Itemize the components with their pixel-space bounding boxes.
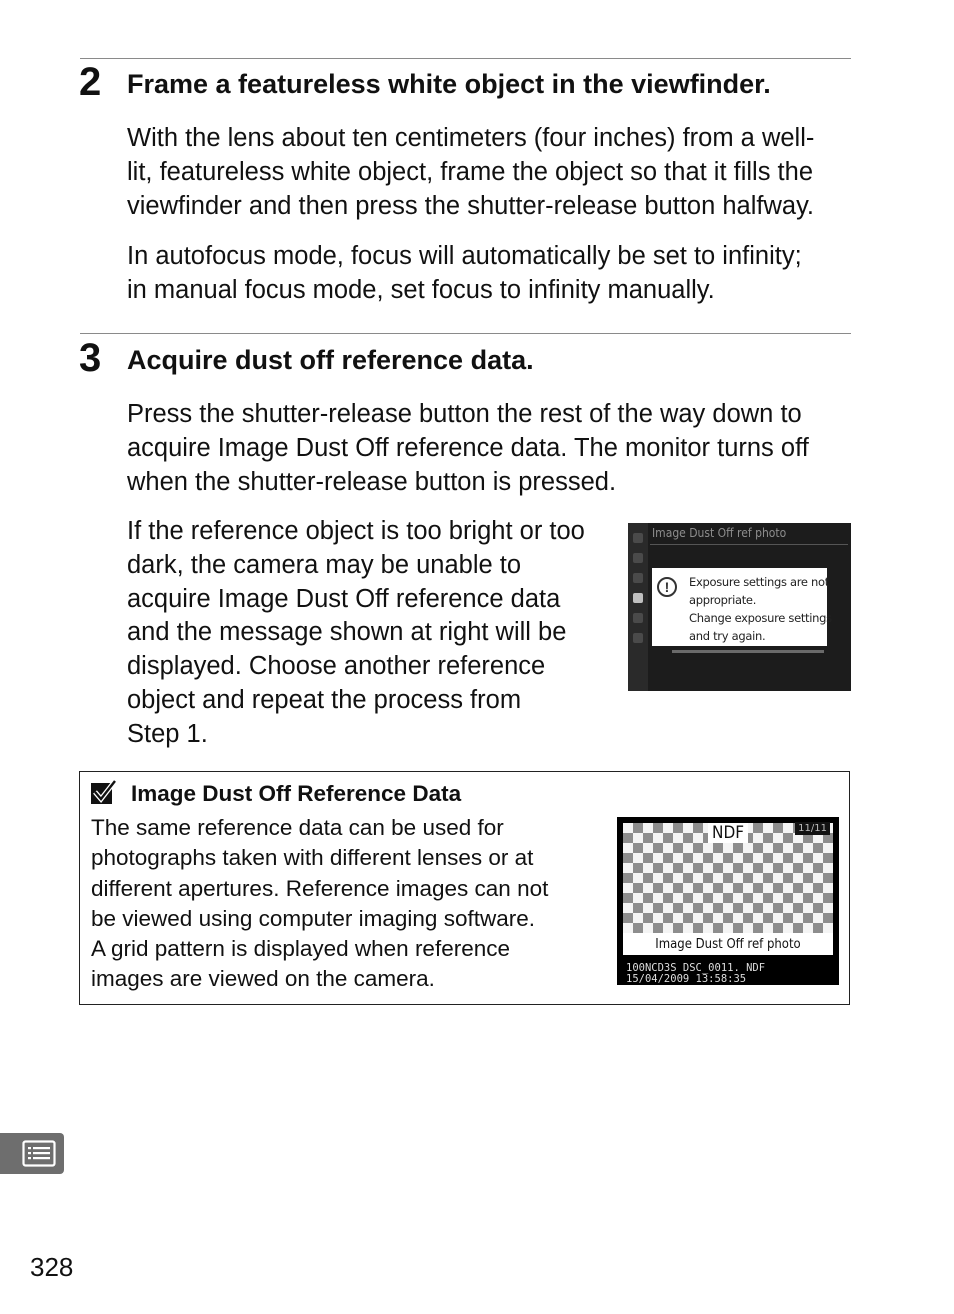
dialog-bar — [672, 650, 824, 653]
step-title: Frame a featureless white object in the viewfinder. — [127, 69, 771, 99]
retouch-menu-icon — [633, 613, 643, 623]
camera-reference-screen — [617, 817, 839, 985]
note-title: Image Dust Off Reference Data — [131, 781, 462, 806]
my-menu-icon — [633, 633, 643, 643]
screen-title: Image Dust Off ref photo — [652, 526, 787, 540]
custom-settings-icon — [633, 573, 643, 583]
step-number: 2 — [79, 60, 102, 104]
step-number: 3 — [79, 336, 102, 380]
error-message: Exposure settings are not appropriate. Change exposure settings and try again. — [689, 575, 832, 643]
menu-list-icon — [22, 1140, 56, 1167]
file-info: 100NCD3S DSC_0011. NDF 15/04/2009 13:58:35 — [626, 962, 766, 985]
playback-menu-icon — [633, 533, 643, 543]
frame-counter: 11/11 — [795, 822, 830, 835]
step-paragraph: In autofocus mode, focus will automatically be set to infinity; in manual focus mode, set focus to infinity manually. — [127, 242, 802, 304]
camera-error-screen — [628, 523, 851, 691]
section-divider — [80, 333, 851, 334]
ndf-label: NDF — [708, 823, 748, 843]
camera-menu-sidebar — [628, 523, 648, 691]
image-caption: Image Dust Off ref photo — [623, 933, 833, 955]
screen-divider — [650, 544, 848, 545]
setup-menu-icon — [633, 593, 643, 603]
step-paragraph: Press the shutter-release button the rest of the way down to acquire Image Dust Off reference data. The monitor turns off when the shutter-release button is pressed. — [127, 400, 809, 496]
step-paragraph: With the lens about ten centimeters (four inches) from a well- lit, featureless white object, frame the object so that it fills the viewfinder and then press the shutter-release button halfway. — [127, 124, 815, 220]
section-tab — [0, 1133, 64, 1174]
section-divider — [80, 58, 851, 59]
step-paragraph: If the reference object is too bright or too dark, the camera may be unable to acquire Image Dust Off reference data and the message shown at right will be displayed. Choose another reference object and repeat the process from Step 1. — [127, 517, 585, 748]
step-title: Acquire dust off reference data. — [127, 345, 534, 375]
error-dialog — [652, 568, 832, 646]
shooting-menu-icon — [633, 553, 643, 563]
page-number: 328 — [30, 1252, 74, 1282]
note-body: The same reference data can be used for photographs taken with different lenses or at different apertures. Reference images can not be viewed using computer imaging software. A grid pattern is displayed when reference images are viewed on the camera. — [91, 815, 549, 992]
exclamation-icon: ! — [657, 577, 677, 597]
checkmark-icon — [90, 780, 117, 805]
